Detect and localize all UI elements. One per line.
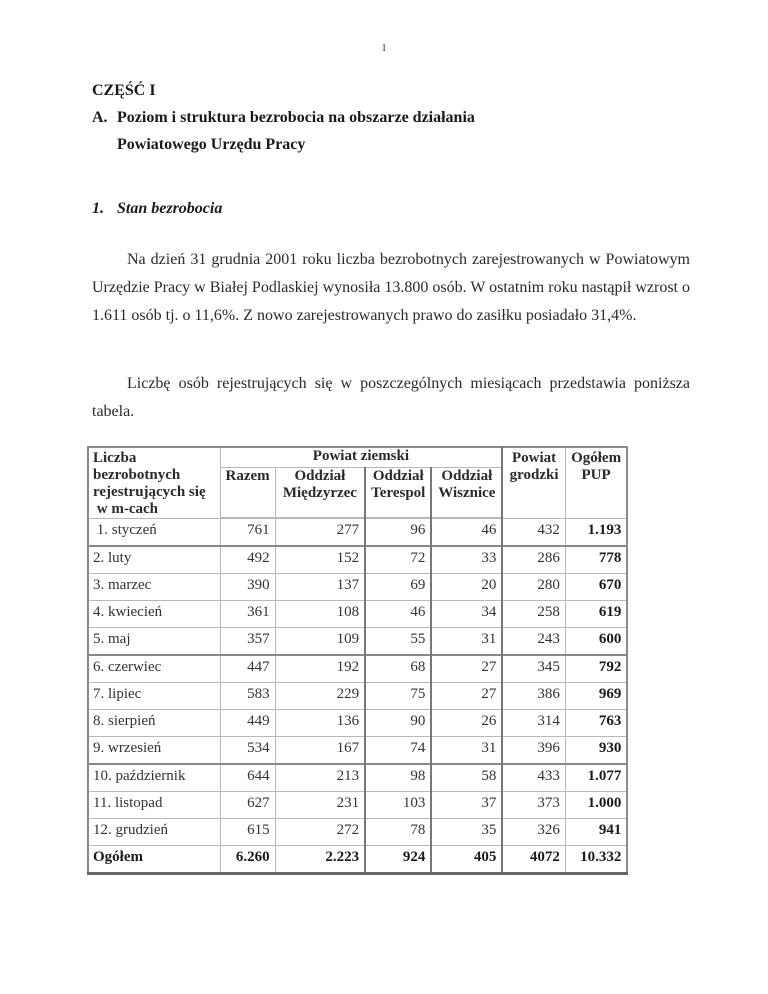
ogolem-cell: 778 <box>565 546 627 574</box>
razem-cell: 583 <box>220 683 275 710</box>
miedzyrzec-cell: 136 <box>275 710 365 737</box>
miedzyrzec-cell: 108 <box>275 601 365 628</box>
header-ogolem-pup <box>565 447 627 519</box>
razem-cell: 534 <box>220 737 275 765</box>
terespol-cell: 55 <box>365 628 431 656</box>
corner-header-line: bezrobotnych <box>93 467 181 483</box>
wisznice-cell: 31 <box>431 628 502 656</box>
grodzki-cell: 243 <box>502 628 565 656</box>
subsection-1-label: 1. <box>92 200 104 217</box>
section-a-heading <box>92 109 475 127</box>
miedzyrzec-cell: 152 <box>275 546 365 574</box>
terespol-cell: 46 <box>365 601 431 628</box>
wisznice-cell: 27 <box>431 683 502 710</box>
razem-cell: 361 <box>220 601 275 628</box>
terespol-cell: 74 <box>365 737 431 765</box>
ogolem-cell: 600 <box>565 628 627 656</box>
razem-cell: 627 <box>220 792 275 819</box>
corner-header-line: w m-cach <box>93 501 158 517</box>
ogolem-cell: 969 <box>565 683 627 710</box>
grodzki-cell: 326 <box>502 819 565 846</box>
month-cell: 10. październik <box>88 764 220 792</box>
header-text: Terespol <box>371 484 426 501</box>
ogolem-cell: 1.000 <box>565 792 627 819</box>
registrations-by-month-table <box>87 446 628 875</box>
table-row <box>88 519 627 547</box>
subsection-1-title: Stan bezrobocia <box>117 200 223 217</box>
table-row <box>88 574 627 601</box>
grodzki-cell: 345 <box>502 655 565 683</box>
miedzyrzec-cell: 229 <box>275 683 365 710</box>
corner-header-line: Liczba <box>93 450 137 466</box>
wisznice-cell: 31 <box>431 737 502 765</box>
terespol-cell: 90 <box>365 710 431 737</box>
subsection-1-heading <box>92 200 222 218</box>
terespol-cell: 68 <box>365 655 431 683</box>
razem-cell: 390 <box>220 574 275 601</box>
terespol-cell: 75 <box>365 683 431 710</box>
grodzki-cell: 258 <box>502 601 565 628</box>
header-text: grodzki <box>509 467 559 483</box>
wisznice-cell: 27 <box>431 655 502 683</box>
grodzki-cell: 373 <box>502 792 565 819</box>
header-text: Powiat <box>512 450 557 466</box>
razem-cell: 447 <box>220 655 275 683</box>
month-cell: 5. maj <box>88 628 220 656</box>
wisznice-cell: 37 <box>431 792 502 819</box>
month-cell: 8. sierpień <box>88 710 220 737</box>
total-terespol-cell: 924 <box>365 846 431 874</box>
grodzki-cell: 286 <box>502 546 565 574</box>
month-cell: 1. styczeń <box>88 519 220 547</box>
miedzyrzec-cell: 192 <box>275 655 365 683</box>
paragraph-2-text: Liczbę osób rejestrujących się w poszczególnych miesiącach przedstawia poniższa tabela. <box>92 375 690 420</box>
table-total-row <box>88 846 627 874</box>
header-powiat-grodzki <box>502 447 565 519</box>
month-cell: 9. wrzesień <box>88 737 220 765</box>
total-ogolem-cell: 10.332 <box>565 846 627 874</box>
ogolem-cell: 670 <box>565 574 627 601</box>
razem-cell: 492 <box>220 546 275 574</box>
month-cell: 11. listopad <box>88 792 220 819</box>
grodzki-cell: 280 <box>502 574 565 601</box>
grodzki-cell: 432 <box>502 519 565 547</box>
ogolem-cell: 1.077 <box>565 764 627 792</box>
total-label-cell: Ogółem <box>88 846 220 874</box>
paragraph-unemployment-status <box>92 246 690 330</box>
corner-header-line: rejestrujących się <box>93 484 206 500</box>
wisznice-cell: 58 <box>431 764 502 792</box>
ogolem-cell: 941 <box>565 819 627 846</box>
section-a-title-line1: Poziom i struktura bezrobocia na obszarze działania <box>117 109 475 126</box>
razem-cell: 449 <box>220 710 275 737</box>
header-text: Ogółem <box>571 450 622 466</box>
section-a-title-line2: Powiatowego Urzędu Pracy <box>117 136 306 153</box>
total-razem-cell: 6.260 <box>220 846 275 874</box>
terespol-cell: 98 <box>365 764 431 792</box>
month-cell: 3. marzec <box>88 574 220 601</box>
header-oddzial-miedzyrzec <box>275 467 365 517</box>
grodzki-cell: 433 <box>502 764 565 792</box>
total-miedzyrzec-cell: 2.223 <box>275 846 365 874</box>
miedzyrzec-cell: 109 <box>275 628 365 656</box>
header-oddzial-wisznice <box>431 467 502 517</box>
razem-cell: 357 <box>220 628 275 656</box>
razem-cell: 615 <box>220 819 275 846</box>
wisznice-cell: 26 <box>431 710 502 737</box>
total-grodzki-cell: 4072 <box>502 846 565 874</box>
table-header-row-1 <box>88 447 627 467</box>
grodzki-cell: 386 <box>502 683 565 710</box>
miedzyrzec-cell: 272 <box>275 819 365 846</box>
header-text: Oddział <box>441 467 493 484</box>
grodzki-cell: 314 <box>502 710 565 737</box>
miedzyrzec-cell: 167 <box>275 737 365 765</box>
wisznice-cell: 33 <box>431 546 502 574</box>
miedzyrzec-cell: 231 <box>275 792 365 819</box>
ogolem-cell: 792 <box>565 655 627 683</box>
header-text: Wisznice <box>438 484 496 501</box>
header-text: Międzyrzec <box>282 484 357 501</box>
grodzki-cell: 396 <box>502 737 565 765</box>
month-cell: 6. czerwiec <box>88 655 220 683</box>
header-text: PUP <box>581 467 611 483</box>
section-a-label: A. <box>92 109 108 126</box>
total-wisznice-cell: 405 <box>431 846 502 874</box>
miedzyrzec-cell: 277 <box>275 519 365 547</box>
razem-cell: 644 <box>220 764 275 792</box>
month-cell: 12. grudzień <box>88 819 220 846</box>
part-heading: CZĘŚĆ I <box>92 82 156 99</box>
terespol-cell: 69 <box>365 574 431 601</box>
table-row <box>88 792 627 819</box>
miedzyrzec-cell: 213 <box>275 764 365 792</box>
miedzyrzec-cell: 137 <box>275 574 365 601</box>
month-cell: 4. kwiecień <box>88 601 220 628</box>
table-row <box>88 655 627 683</box>
wisznice-cell: 34 <box>431 601 502 628</box>
table-row <box>88 683 627 710</box>
table-row <box>88 546 627 574</box>
terespol-cell: 78 <box>365 819 431 846</box>
razem-cell: 761 <box>220 519 275 547</box>
month-cell: 7. lipiec <box>88 683 220 710</box>
table-row <box>88 710 627 737</box>
group-header-powiat-ziemski: Powiat ziemski <box>220 447 502 467</box>
header-oddzial-terespol <box>365 467 431 517</box>
header-text: Oddział <box>372 467 424 484</box>
table-row <box>88 764 627 792</box>
corner-header <box>88 447 220 519</box>
table-row <box>88 737 627 765</box>
header-text: Oddział <box>294 467 346 484</box>
ogolem-cell: 1.193 <box>565 519 627 547</box>
table-row <box>88 601 627 628</box>
paragraph-table-intro <box>92 370 690 426</box>
terespol-cell: 72 <box>365 546 431 574</box>
table-row <box>88 628 627 656</box>
table-row <box>88 819 627 846</box>
ogolem-cell: 619 <box>565 601 627 628</box>
ogolem-cell: 763 <box>565 710 627 737</box>
month-cell: 2. luty <box>88 546 220 574</box>
header-razem: Razem <box>220 467 275 517</box>
wisznice-cell: 35 <box>431 819 502 846</box>
wisznice-cell: 20 <box>431 574 502 601</box>
wisznice-cell: 46 <box>431 519 502 547</box>
ogolem-cell: 930 <box>565 737 627 765</box>
page-number: 1 <box>381 42 387 54</box>
terespol-cell: 96 <box>365 519 431 547</box>
terespol-cell: 103 <box>365 792 431 819</box>
paragraph-1-text: Na dzień 31 grudnia 2001 roku liczba bezrobotnych zarejestrowanych w Powiatowym Urzędzie Pracy w Białej Podlaskiej wynosiła 13.800 osób. W ostatnim roku nastąpił wzrost o 1.611 osób tj. o 11,6%. Z nowo zarejestrowanych prawo do zasiłku posiadało 31,4%. <box>92 251 690 324</box>
